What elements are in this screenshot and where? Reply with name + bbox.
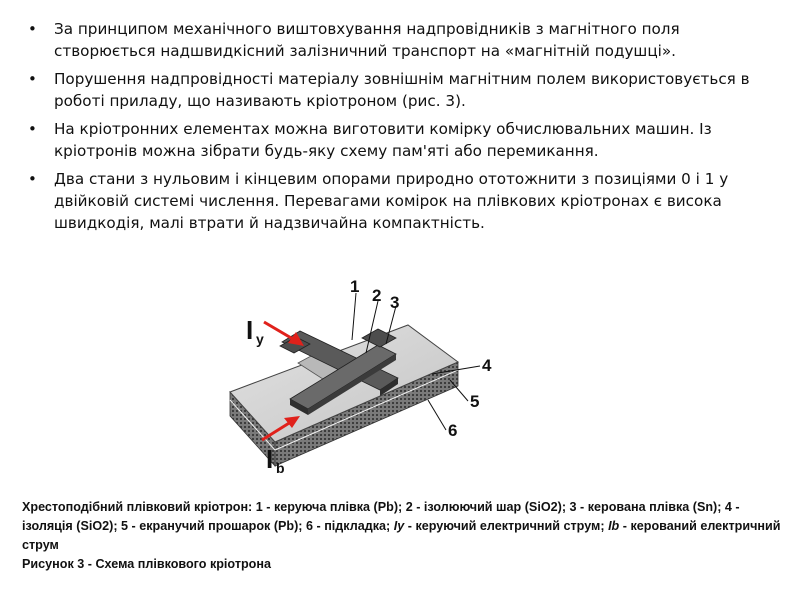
caption-iy: Iy xyxy=(393,519,405,533)
label-2: 2 xyxy=(372,286,382,305)
label-6: 6 xyxy=(448,421,458,440)
cryotron-figure xyxy=(200,270,530,492)
bullet-dot-icon: • xyxy=(28,120,37,138)
bullet-item xyxy=(22,118,782,162)
bullet-dot-icon: • xyxy=(28,20,37,38)
bullet-text: Два стани з нульовим і кінцевим опорами природно ототожнити з позиціями 0 і 1 у двійковій системі числення. Перевагами комірок на плівкових кріотронах є висока швидкодія, малі втрати й надзвичайна компактність. xyxy=(54,170,729,232)
bullet-item xyxy=(22,168,782,234)
ib-label-main: I xyxy=(266,444,274,474)
label-5: 5 xyxy=(470,392,480,411)
bullet-item xyxy=(22,68,782,112)
bullet-text: Порушення надпровідності матеріалу зовнішнім магнітним полем використовується в роботі приладу, що називають кріотроном (рис. 3). xyxy=(54,70,750,110)
figure-title: Рисунок 3 - Схема плівкового кріотрона xyxy=(22,557,271,571)
iy-label-sub: y xyxy=(256,331,264,347)
label-4: 4 xyxy=(482,356,492,375)
bullet-list xyxy=(22,18,782,240)
bullet-dot-icon: • xyxy=(28,170,37,188)
caption-ib: Ib xyxy=(608,519,620,533)
caption-end: - керований електричний струм xyxy=(22,519,781,552)
label-1: 1 xyxy=(350,277,360,296)
label-leader-1 xyxy=(352,293,356,340)
bullet-text: На кріотронних елементах можна виготовити комірку обчислювальних машин. Із кріотронів можна зібрати будь-яку схему пам'яті або перемикання. xyxy=(54,120,712,160)
figure-caption xyxy=(22,498,782,574)
label-leader-6 xyxy=(428,400,446,430)
cryotron-diagram xyxy=(200,270,530,492)
bullet-item xyxy=(22,18,782,62)
bullet-dot-icon: • xyxy=(28,70,37,88)
ib-label-sub: b xyxy=(276,460,285,476)
iy-label-main: I xyxy=(246,315,254,345)
label-leader-5 xyxy=(450,380,468,401)
label-3: 3 xyxy=(390,293,400,312)
caption-mid: - керуючий електричний струм; xyxy=(404,519,609,533)
bullet-text: За принципом механічного виштовхування надпровідників з магнітного поля створюється надшвидкісний залізничний транспорт на «магнітній подушці». xyxy=(54,20,680,60)
caption-lead: Хрестоподібний плівковий кріотрон: 1 - керуюча плівка (Pb); 2 - ізолюючий шар (SiO2); 3 - керована плівка (Sn); 4 - ізоляція (SiO2); 5 - екранучий прошарок (Pb); 6 - підкладка; xyxy=(22,500,740,533)
